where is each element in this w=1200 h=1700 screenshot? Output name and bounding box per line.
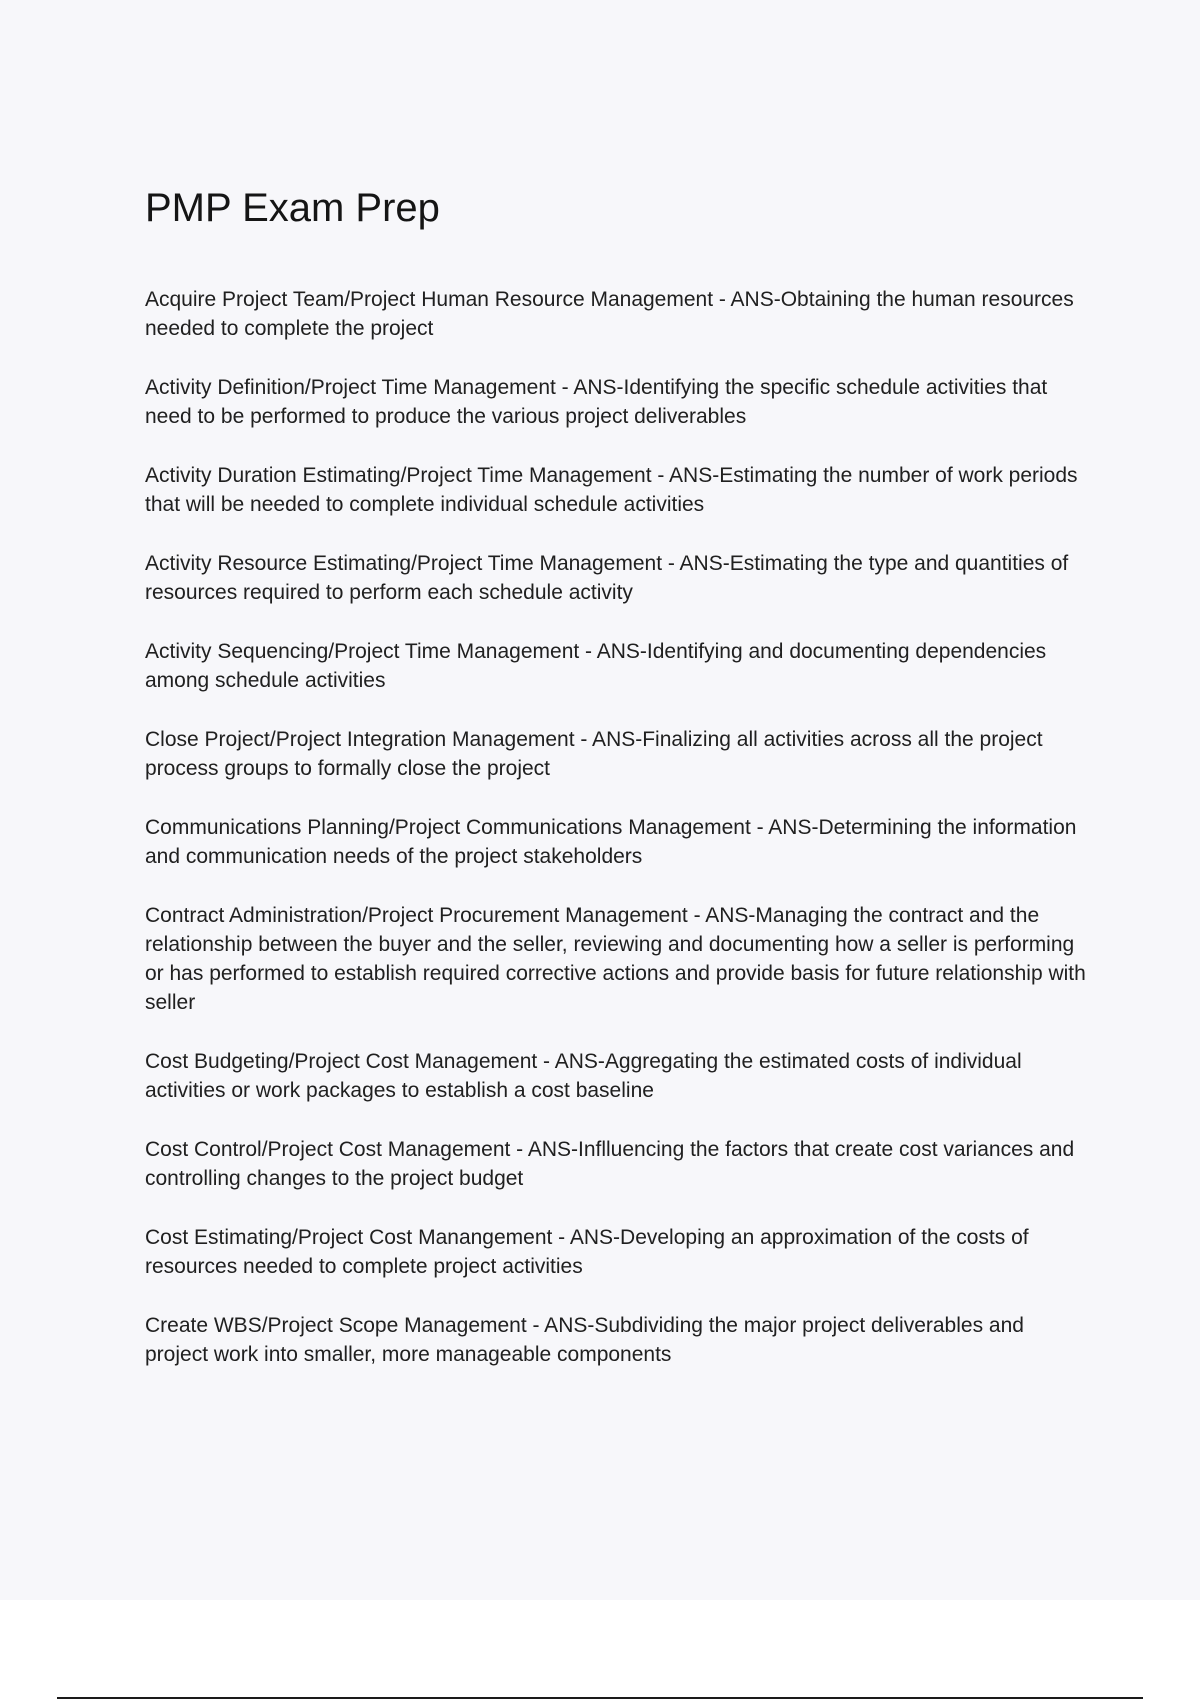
entry-10: Cost Control/Project Cost Management - ANS-Inflluencing the factors that create cost variances and controlling changes to the project budget bbox=[145, 1138, 1075, 1190]
page-divider-line bbox=[57, 1697, 1143, 1699]
document-content bbox=[145, 183, 1090, 1399]
entry-11: Cost Estimating/Project Cost Manangement - ANS-Developing an approximation of the costs of resources needed to complete project activities bbox=[145, 1226, 1029, 1278]
entry-1: Acquire Project Team/Project Human Resource Management - ANS-Obtaining the human resources needed to complete the project bbox=[145, 288, 1074, 340]
entry-5: Activity Sequencing/Project Time Management - ANS-Identifying and documenting dependencies among schedule activities bbox=[145, 640, 1047, 692]
entry-4: Activity Resource Estimating/Project Time Management - ANS-Estimating the type and quantities of resources required to perform each schedule activity bbox=[145, 552, 1069, 604]
entry-3: Activity Duration Estimating/Project Time Management - ANS-Estimating the number of work periods that will be needed to complete individual schedule activities bbox=[145, 464, 1078, 516]
document-title: PMP Exam Prep bbox=[145, 186, 440, 230]
entry-12: Create WBS/Project Scope Management - ANS-Subdividing the major project deliverables and project work into smaller, more manageable components bbox=[145, 1314, 1024, 1366]
entry-9: Cost Budgeting/Project Cost Management - ANS-Aggregating the estimated costs of individual activities or work packages to establish a cost baseline bbox=[145, 1050, 1022, 1102]
entry-6: Close Project/Project Integration Management - ANS-Finalizing all activities across all the project process groups to formally close the project bbox=[145, 728, 1043, 780]
entry-8: Contract Administration/Project Procurement Management - ANS-Managing the contract and the relationship between the buyer and the seller, reviewing and documenting how a seller is performing or has performed to establish required corrective actions and provide basis for future relationship with seller bbox=[145, 904, 1086, 1014]
entry-7: Communications Planning/Project Communications Management - ANS-Determining the information and communication needs of the project stakeholders bbox=[145, 816, 1077, 868]
entry-2: Activity Definition/Project Time Management - ANS-Identifying the specific schedule activities that need to be performed to produce the various project deliverables bbox=[145, 376, 1048, 428]
